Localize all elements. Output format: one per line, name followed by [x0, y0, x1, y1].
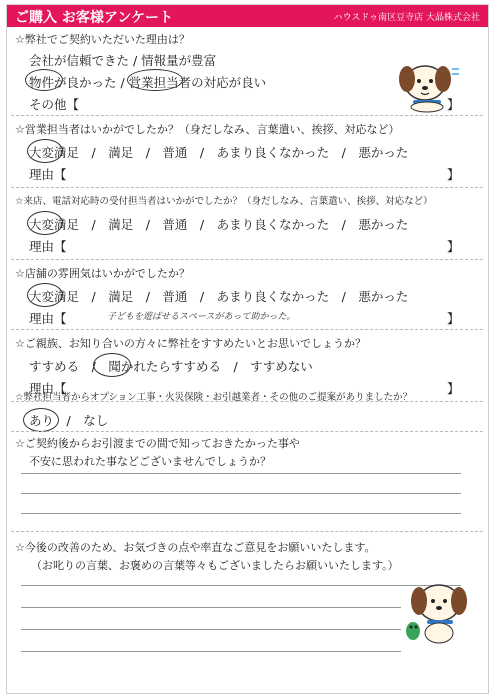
writing-line — [21, 513, 461, 514]
recommend-options: すすめる / 聞かれたらすすめる / すすめない — [29, 359, 313, 374]
survey-title: ご購入 お客様アンケート — [15, 10, 174, 26]
divider — [11, 259, 483, 260]
other-label: その他【 — [29, 97, 80, 112]
reason-close: 】 — [447, 311, 460, 326]
question-reception-staff: ☆来店、電話対応時の受付担当者はいかがでしたか？（身だしなみ、言葉遣い、挨拶、対応など） — [15, 196, 433, 207]
question-contract-reason: ☆弊社でご契約いただいた理由は？ — [15, 33, 190, 46]
question-concerns: ☆ご契約後からお引渡までの間で知っておきたかった事や — [15, 437, 300, 450]
question-proposals: ☆弊社担当者からオプション工事・火災保険・お引越業者・その他のご提案がありましたか？ — [15, 392, 413, 403]
contract-reason-options-1: 会社が信頼できた / 情報量が豊富 — [29, 53, 217, 68]
reason-close: 】 — [447, 381, 460, 396]
answer-circle — [27, 283, 63, 307]
question-feedback: ☆今後の改善のため、お気づきの点や率直なご意見をお願いいたします。 — [15, 541, 376, 554]
store-atmosphere-scale: 大変満足 / 満足 / 普通 / あまり良くなかった / 悪かった — [29, 289, 409, 304]
question-store-atmosphere: ☆店舗の雰囲気はいかがでしたか？ — [15, 267, 190, 280]
divider — [11, 329, 483, 330]
contract-reason-options-2: 物件が良かった / 営業担当者の対応が良い — [29, 75, 267, 90]
sales-staff-scale: 大変満足 / 満足 / 普通 / あまり良くなかった / 悪かった — [29, 145, 409, 160]
survey-sheet — [6, 4, 489, 694]
handwritten-answer: 子どもを遊ばせるスペースがあって助かった。 — [107, 312, 296, 322]
reason-label: 理由【 — [29, 239, 67, 254]
shop-name: ハウスドゥ南区豆寺店 大晶株式会社 — [333, 13, 480, 23]
answer-circle — [27, 139, 63, 163]
writing-line — [21, 651, 401, 652]
divider — [11, 531, 483, 532]
dog-mascot-icon — [399, 577, 481, 647]
reason-close: 】 — [447, 167, 460, 182]
feedback-note: （お叱りの言葉、お褒めの言葉等々もございましたらお願いいたします。） — [31, 559, 399, 572]
divider — [11, 187, 483, 188]
dog-mascot-icon — [387, 55, 467, 115]
divider — [11, 431, 483, 432]
proposal-options: あり / なし — [29, 413, 109, 428]
reason-label: 理由【 — [29, 381, 67, 396]
reason-label: 理由【 — [29, 167, 67, 182]
writing-line — [21, 629, 401, 630]
answer-circle — [25, 69, 63, 91]
writing-line — [21, 473, 461, 474]
question-sales-staff: ☆営業担当者はいかがでしたか？（身だしなみ、言葉遣い、挨拶、対応など） — [15, 123, 400, 136]
reception-staff-scale: 大変満足 / 満足 / 普通 / あまり良くなかった / 悪かった — [29, 217, 409, 232]
writing-line — [21, 493, 461, 494]
question-recommend: ☆ご親族、お知り合いの方々に弊社をすすめたいとお思いでしょうか？ — [15, 337, 366, 350]
answer-circle — [27, 211, 63, 235]
question-concerns-2: 不安に思われた事などございませんでしょうか？ — [29, 455, 271, 468]
writing-line — [21, 607, 401, 608]
divider — [11, 115, 483, 116]
answer-circle — [127, 69, 183, 91]
reason-label: 理由【 — [29, 311, 67, 326]
answer-circle — [93, 353, 131, 377]
answer-circle — [23, 408, 59, 432]
header-bar — [7, 5, 488, 27]
reason-close: 】 — [447, 239, 460, 254]
writing-line — [21, 585, 461, 586]
other-close: 】 — [447, 97, 460, 112]
